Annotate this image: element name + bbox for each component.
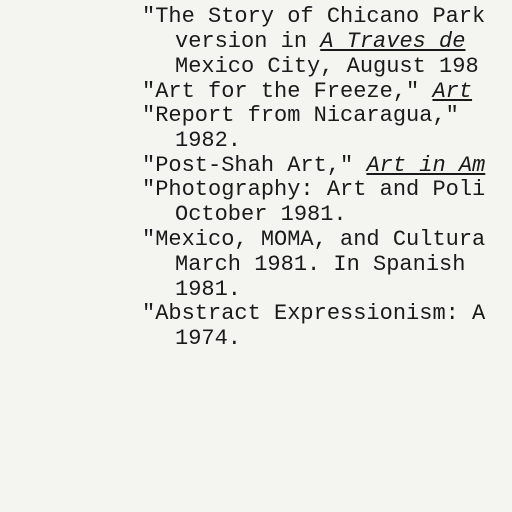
entry-text: 1982. (175, 128, 242, 153)
entry-text: "Art for the Freeze," (142, 79, 433, 104)
publication-title: A Traves de (320, 29, 466, 54)
entry-chicano-park-line-3 (175, 56, 479, 78)
entry-photography-line-1 (142, 179, 485, 201)
entry-mexico-moma-line-3 (175, 279, 241, 301)
entry-text: 1981. (175, 277, 242, 302)
entry-text: "The Story of Chicano Park (142, 4, 486, 29)
entry-photography-line-2 (175, 204, 347, 226)
publication-title: Art (432, 79, 473, 104)
entry-chicano-park-line-1 (142, 6, 485, 28)
entry-text: March 1981. In Spanish (175, 252, 466, 277)
entry-text: 1974. (175, 326, 242, 351)
entry-nicaragua-line-1 (142, 105, 459, 127)
entry-art-freeze (142, 81, 472, 103)
entry-text: "Post-Shah Art," (142, 153, 367, 178)
entry-chicano-park-line-2 (175, 31, 465, 53)
entry-text: "Mexico, MOMA, and Cultura (142, 227, 486, 252)
entry-text: version in (175, 29, 321, 54)
entry-abstract-expressionism-line-1 (142, 303, 485, 325)
entry-post-shah (142, 155, 485, 177)
entry-mexico-moma-line-2 (175, 254, 465, 276)
entry-abstract-expressionism-line-2 (175, 328, 241, 350)
entry-text: "Abstract Expressionism: A (142, 301, 486, 326)
entry-mexico-moma-line-1 (142, 229, 485, 251)
entry-nicaragua-line-2 (175, 130, 241, 152)
entry-text: Mexico City, August 198 (175, 54, 479, 79)
entry-text: October 1981. (175, 202, 347, 227)
publication-title: Art in Am (366, 153, 486, 178)
entry-text: "Photography: Art and Poli (142, 177, 486, 202)
entry-text: "Report from Nicaragua," (142, 103, 459, 128)
